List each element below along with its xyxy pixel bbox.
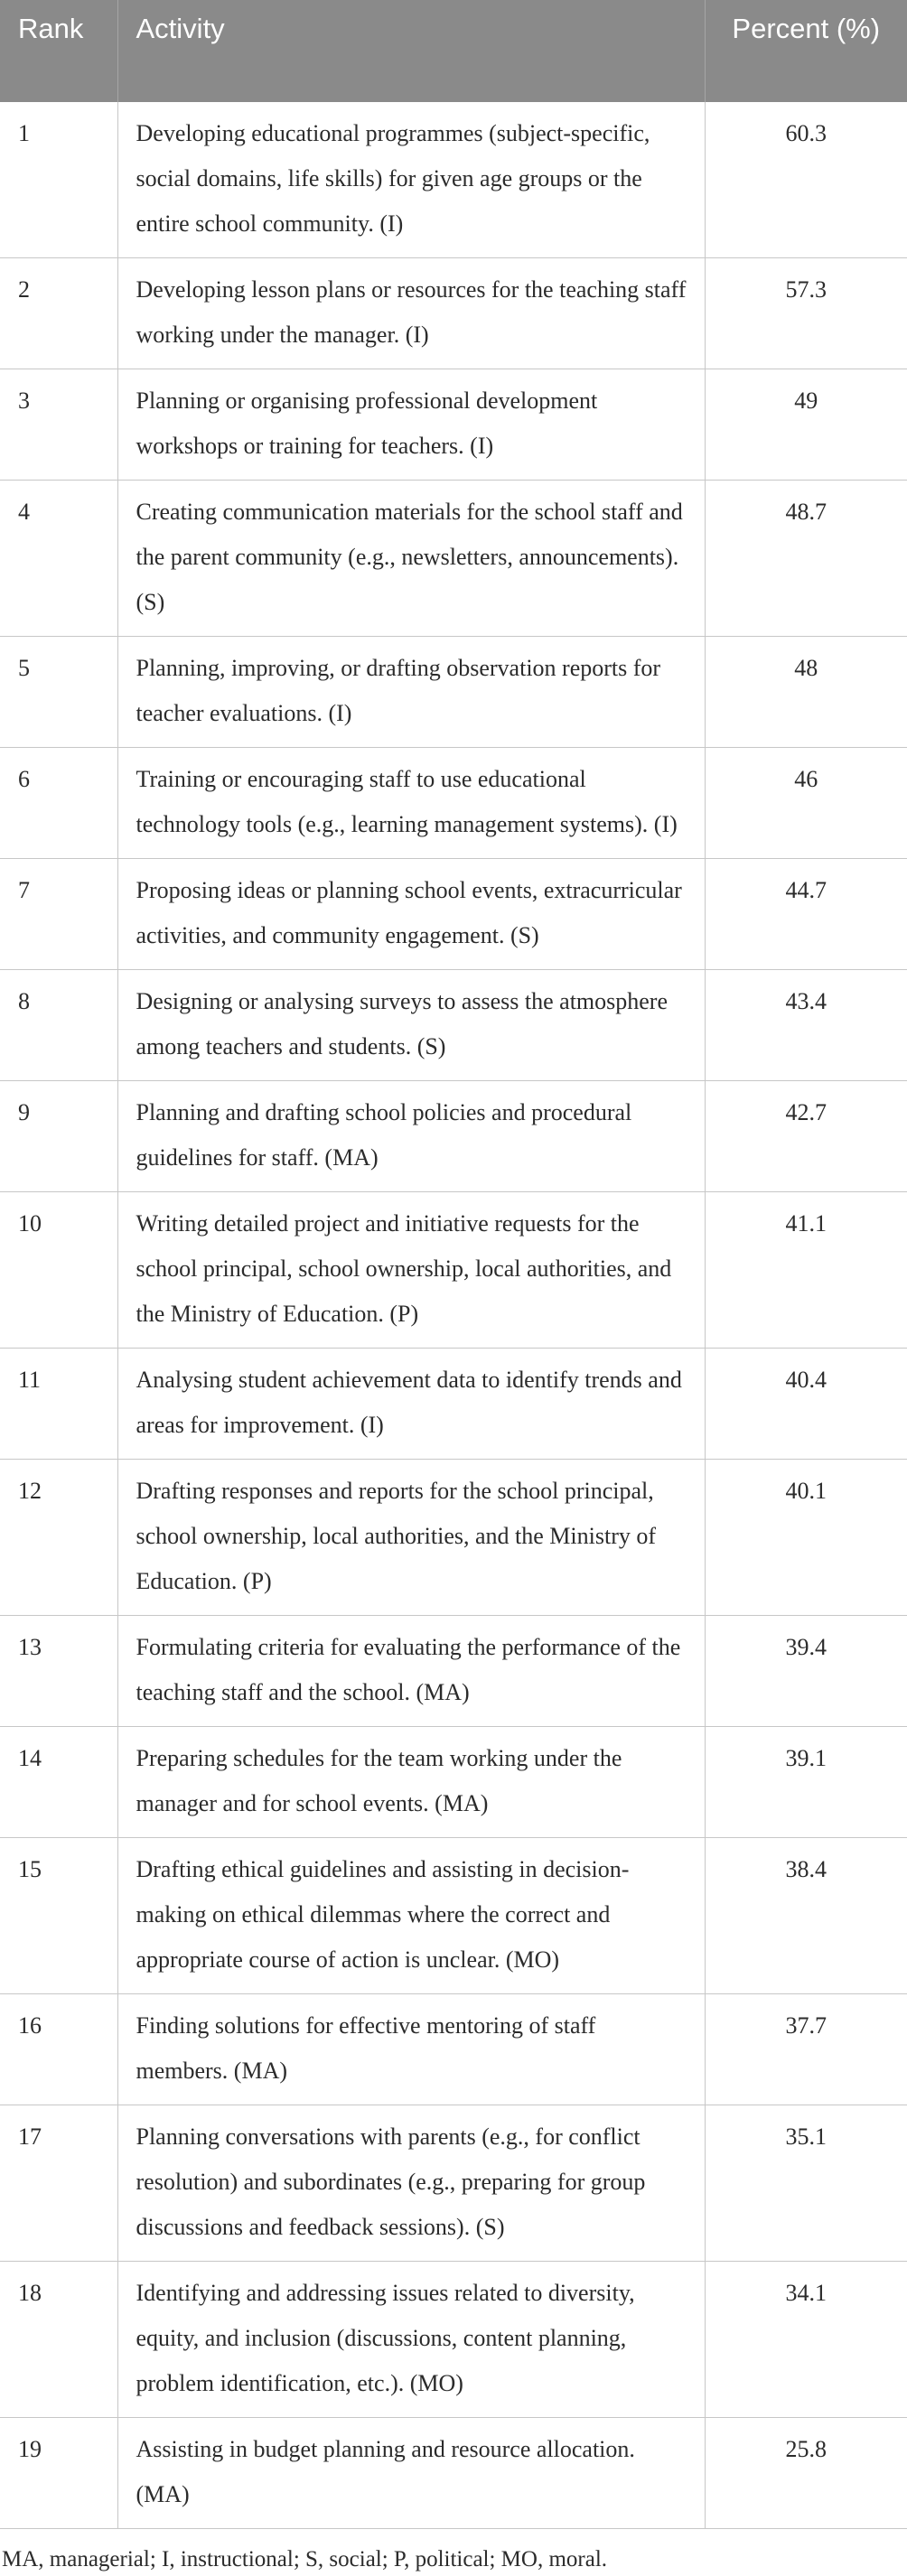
cell-rank: 18 xyxy=(0,2262,117,2418)
cell-activity: Writing detailed project and initiative requests for the school principal, school ownership, local authorities, and the Ministry of Education. (P) xyxy=(117,1192,705,1349)
cell-percent: 60.3 xyxy=(705,102,907,258)
cell-rank: 10 xyxy=(0,1192,117,1349)
table-row xyxy=(0,637,907,748)
table-row xyxy=(0,970,907,1081)
cell-activity: Planning and drafting school policies and procedural guidelines for staff. (MA) xyxy=(117,1081,705,1192)
table-row xyxy=(0,1192,907,1349)
table-row xyxy=(0,1349,907,1460)
cell-percent: 34.1 xyxy=(705,2262,907,2418)
cell-rank: 13 xyxy=(0,1616,117,1727)
cell-activity: Drafting ethical guidelines and assisting in decision-making on ethical dilemmas where the correct and appropriate course of action is unclear. (MO) xyxy=(117,1838,705,1994)
cell-activity: Developing educational programmes (subject-specific, social domains, life skills) for given age groups or the entire school community. (I) xyxy=(117,102,705,258)
table-row xyxy=(0,2262,907,2418)
cell-rank: 12 xyxy=(0,1460,117,1616)
cell-percent: 37.7 xyxy=(705,1994,907,2105)
cell-rank: 3 xyxy=(0,369,117,481)
cell-activity: Preparing schedules for the team working under the manager and for school events. (MA) xyxy=(117,1727,705,1838)
header-row xyxy=(0,0,907,102)
table-row xyxy=(0,102,907,258)
cell-percent: 43.4 xyxy=(705,970,907,1081)
cell-activity: Identifying and addressing issues related to diversity, equity, and inclusion (discussions, content planning, problem identification, etc.). (MO) xyxy=(117,2262,705,2418)
cell-activity: Planning or organising professional development workshops or training for teachers. (I) xyxy=(117,369,705,481)
table-body xyxy=(0,102,907,2529)
cell-activity: Planning conversations with parents (e.g., for conflict resolution) and subordinates (e.g., preparing for group discussions and feedback sessions). (S) xyxy=(117,2105,705,2262)
cell-rank: 17 xyxy=(0,2105,117,2262)
cell-rank: 9 xyxy=(0,1081,117,1192)
cell-rank: 7 xyxy=(0,859,117,970)
cell-percent: 48.7 xyxy=(705,481,907,637)
cell-rank: 15 xyxy=(0,1838,117,1994)
table-header xyxy=(0,0,907,102)
cell-percent: 48 xyxy=(705,637,907,748)
cell-rank: 16 xyxy=(0,1994,117,2105)
cell-activity: Assisting in budget planning and resource allocation. (MA) xyxy=(117,2418,705,2529)
table-row xyxy=(0,481,907,637)
cell-activity: Planning, improving, or drafting observation reports for teacher evaluations. (I) xyxy=(117,637,705,748)
cell-rank: 2 xyxy=(0,258,117,369)
table-row xyxy=(0,369,907,481)
table-row xyxy=(0,1838,907,1994)
cell-percent: 42.7 xyxy=(705,1081,907,1192)
cell-rank: 5 xyxy=(0,637,117,748)
cell-rank: 19 xyxy=(0,2418,117,2529)
table-row xyxy=(0,748,907,859)
table-row xyxy=(0,1727,907,1838)
cell-percent: 39.4 xyxy=(705,1616,907,1727)
cell-activity: Designing or analysing surveys to assess the atmosphere among teachers and students. (S) xyxy=(117,970,705,1081)
cell-percent: 35.1 xyxy=(705,2105,907,2262)
cell-rank: 4 xyxy=(0,481,117,637)
header-activity: Activity xyxy=(117,0,705,102)
cell-activity: Proposing ideas or planning school events, extracurricular activities, and community engagement. (S) xyxy=(117,859,705,970)
cell-percent: 25.8 xyxy=(705,2418,907,2529)
table-row xyxy=(0,258,907,369)
cell-activity: Developing lesson plans or resources for the teaching staff working under the manager. (I) xyxy=(117,258,705,369)
cell-percent: 40.1 xyxy=(705,1460,907,1616)
cell-percent: 46 xyxy=(705,748,907,859)
cell-activity: Creating communication materials for the school staff and the parent community (e.g., newsletters, announcements). (S) xyxy=(117,481,705,637)
table-row xyxy=(0,1081,907,1192)
cell-percent: 57.3 xyxy=(705,258,907,369)
cell-percent: 41.1 xyxy=(705,1192,907,1349)
table-row xyxy=(0,2418,907,2529)
header-percent: Percent (%) xyxy=(705,0,907,102)
cell-percent: 49 xyxy=(705,369,907,481)
cell-percent: 40.4 xyxy=(705,1349,907,1460)
table-row xyxy=(0,1460,907,1616)
table-row xyxy=(0,1616,907,1727)
table-row xyxy=(0,2105,907,2262)
table-row xyxy=(0,1994,907,2105)
cell-activity: Formulating criteria for evaluating the performance of the teaching staff and the school. (MA) xyxy=(117,1616,705,1727)
cell-rank: 14 xyxy=(0,1727,117,1838)
cell-rank: 8 xyxy=(0,970,117,1081)
table-footnote: MA, managerial; I, instructional; S, social; P, political; MO, moral. xyxy=(2,2547,608,2571)
cell-rank: 1 xyxy=(0,102,117,258)
cell-rank: 6 xyxy=(0,748,117,859)
table-row xyxy=(0,859,907,970)
cell-percent: 44.7 xyxy=(705,859,907,970)
cell-percent: 38.4 xyxy=(705,1838,907,1994)
cell-activity: Drafting responses and reports for the school principal, school ownership, local authorities, and the Ministry of Education. (P) xyxy=(117,1460,705,1616)
cell-activity: Finding solutions for effective mentoring of staff members. (MA) xyxy=(117,1994,705,2105)
cell-percent: 39.1 xyxy=(705,1727,907,1838)
cell-activity: Analysing student achievement data to identify trends and areas for improvement. (I) xyxy=(117,1349,705,1460)
header-rank: Rank xyxy=(0,0,117,102)
cell-activity: Training or encouraging staff to use educational technology tools (e.g., learning management systems). (I) xyxy=(117,748,705,859)
cell-rank: 11 xyxy=(0,1349,117,1460)
